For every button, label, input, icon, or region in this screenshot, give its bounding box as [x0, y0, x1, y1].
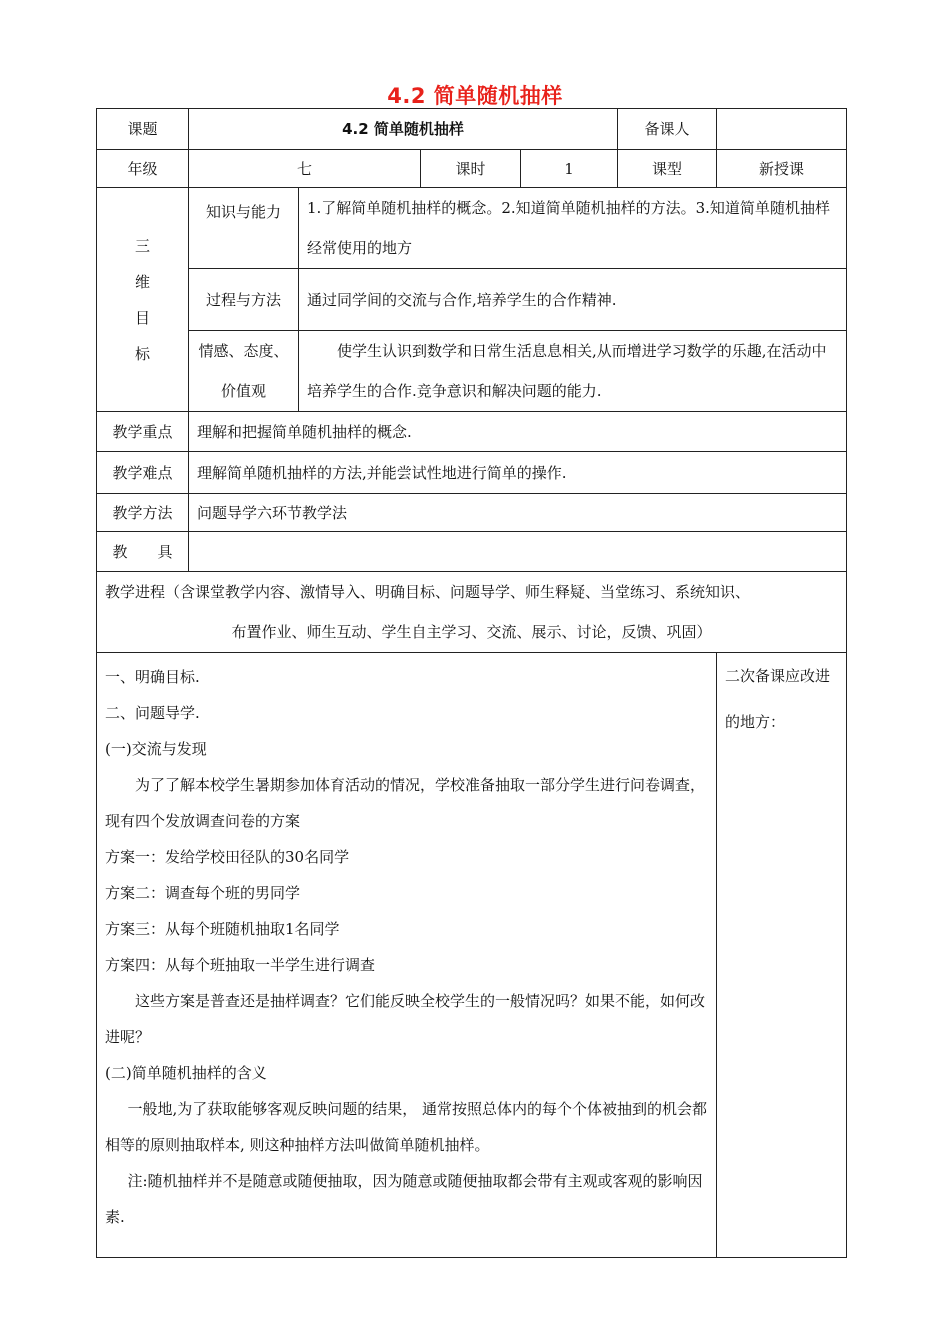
content-paragraph: 方案四：从每个班抽取一半学生进行调查: [105, 956, 376, 974]
content-paragraph: (一)交流与发现: [105, 740, 207, 758]
content-row: [97, 653, 847, 1258]
content-paragraph: (二)简单随机抽样的含义: [105, 1064, 267, 1082]
process-header: [97, 572, 847, 653]
content-paragraph: 为了了解本校学生暑期参加体育活动的情况，学校准备抽取一部分学生进行问卷调查，现有四个发放调查问卷的方案: [105, 776, 706, 830]
hours-value: 1: [521, 150, 618, 188]
process-header-line-2: 布置作业、师生互动、学生自主学习、交流、展示、讨论，反馈、巩固）: [231, 623, 712, 641]
lesson-content: [97, 653, 717, 1258]
objectives-char: 标: [134, 344, 150, 363]
header-row-grade: [97, 150, 847, 188]
emotion-label: 情感、态度、价值观: [189, 331, 299, 412]
objectives-label: [97, 188, 189, 412]
preparer-value: [717, 109, 847, 150]
process-header-row: [97, 572, 847, 653]
tools-text: [189, 532, 847, 572]
content-paragraph: 一般地,为了获取能够客观反映问题的结果， 通常按照总体内的每个个体被抽到的机会都相等的原则抽取样本, 则这种抽样方法叫做简单随机抽样。: [105, 1100, 708, 1154]
type-value: 新授课: [717, 150, 847, 188]
grade-label: 年级: [97, 150, 189, 188]
objective-row-emotion: [97, 331, 847, 412]
knowledge-text: 1.了解简单随机抽样的概念。2.知道简单随机抽样的方法。3.知道简单随机抽样经常使用的地方: [299, 188, 847, 269]
difficulty-text: 理解简单随机抽样的方法,并能尝试性地进行简单的操作.: [189, 452, 847, 494]
tools-row: [97, 532, 847, 572]
preparer-label: 备课人: [618, 109, 717, 150]
topic-value: 4.2 简单随机抽样: [189, 109, 618, 150]
process-header-line-1: 教学进程（含课堂教学内容、激情导入、明确目标、问题导学、师生释疑、当堂练习、系统知识、: [105, 583, 751, 601]
objectives-char: 目: [134, 308, 150, 327]
topic-label: 课题: [97, 109, 189, 150]
emotion-text: 使学生认识到数学和日常生活息息相关,从而增进学习数学的乐趣,在活动中培养学生的合作.竞争意识和解决问题的能力.: [299, 331, 847, 412]
lesson-plan-table: [96, 108, 847, 1258]
difficulty-label: 教学难点: [97, 452, 189, 494]
grade-value: 七: [189, 150, 421, 188]
revision-note: 二次备课应改进的地方：: [717, 653, 847, 1258]
knowledge-label: 知识与能力: [189, 188, 299, 269]
process-text: 通过同学间的交流与合作,培养学生的合作精神.: [299, 269, 847, 331]
method-row: [97, 494, 847, 532]
content-paragraph: 方案一：发给学校田径队的30名同学: [105, 848, 350, 866]
objectives-char: 三: [134, 236, 150, 255]
objective-row-knowledge: [97, 188, 847, 269]
content-paragraph: 二、问题导学.: [105, 704, 200, 722]
process-label: 过程与方法: [189, 269, 299, 331]
method-text: 问题导学六环节教学法: [189, 494, 847, 532]
objectives-char: 维: [134, 272, 150, 291]
objective-row-process: [97, 269, 847, 331]
content-paragraph: 方案二：调查每个班的男同学: [105, 884, 301, 902]
key-point-row: [97, 412, 847, 452]
header-row-topic: [97, 109, 847, 150]
method-label: 教学方法: [97, 494, 189, 532]
hours-label: 课时: [421, 150, 521, 188]
document-title: 4.2 简单随机抽样: [387, 84, 563, 108]
key-point-label: 教学重点: [97, 412, 189, 452]
content-paragraph: 方案三：从每个班随机抽取1名同学: [105, 920, 340, 938]
difficulty-row: [97, 452, 847, 494]
key-point-text: 理解和把握简单随机抽样的概念.: [189, 412, 847, 452]
content-paragraph: 注:随机抽样并不是随意或随便抽取，因为随意或随便抽取都会带有主观或客观的影响因素.: [105, 1172, 703, 1226]
tools-label: 教 具: [97, 532, 189, 572]
content-paragraph: 一、明确目标.: [105, 668, 200, 686]
type-label: 课型: [618, 150, 717, 188]
content-paragraph: 这些方案是普查还是抽样调查？它们能反映全校学生的一般情况吗？如果不能，如何改进呢？: [105, 992, 706, 1046]
